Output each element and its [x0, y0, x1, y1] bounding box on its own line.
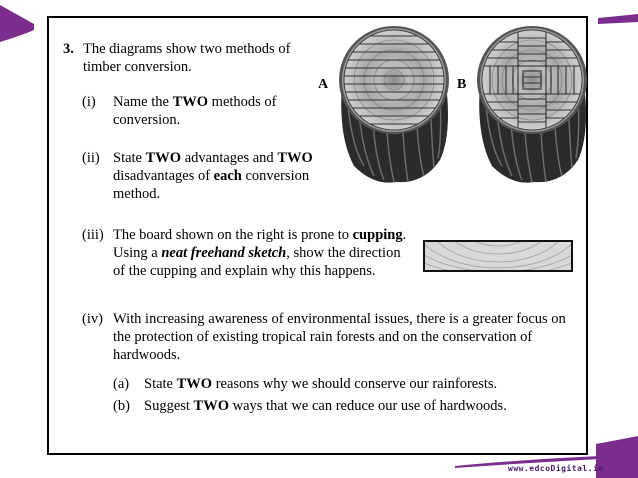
part-iv-a-text: State TWO reasons why we should conserve our rainforests. — [144, 376, 498, 392]
top-left-accent-shape — [0, 0, 40, 44]
top-right-accent-shape — [598, 12, 638, 26]
part-iii-line-3: of the cupping and explain why this happens. — [113, 263, 376, 279]
diagram-b-label: B — [457, 77, 467, 92]
part-iv-b-letter: (b) — [113, 398, 130, 414]
part-iv-line-3: hardwoods. — [113, 347, 181, 363]
website-footer: www.edcoDigital.ie — [508, 464, 604, 473]
intro-line-1: The diagrams show two methods of — [83, 41, 291, 57]
part-iii-numeral: (iii) — [82, 227, 104, 243]
part-i-line-2: conversion. — [113, 112, 181, 128]
part-iv-line-2: the protection of existing tropical rain forests and on the conservation of — [113, 329, 533, 345]
part-iv-a-letter: (a) — [113, 376, 130, 392]
part-iv-b-text: Suggest TWO ways that we can reduce our use of hardwoods. — [144, 398, 507, 414]
diagram-a-label: A — [318, 77, 329, 92]
part-ii-numeral: (ii) — [82, 150, 100, 166]
part-i-line-1: Name the TWO methods of — [113, 94, 277, 110]
part-iii-line-1: The board shown on the right is prone to cupping. — [113, 227, 407, 243]
intro-line-2: timber conversion. — [83, 59, 192, 75]
question-number: 3. — [63, 41, 74, 57]
log-diagram-a-through-and-through — [334, 26, 459, 184]
part-ii-line-2: disadvantages of each conversion — [113, 168, 310, 184]
part-ii-line-3: method. — [113, 186, 161, 202]
part-iii-line-2: Using a neat freehand sketch, show the direction — [113, 245, 401, 261]
part-ii-line-1: State TWO advantages and TWO — [113, 150, 313, 166]
log-diagram-b-quarter-sawn — [472, 26, 597, 184]
part-i-numeral: (i) — [82, 94, 96, 110]
part-iv-line-1: With increasing awareness of environmental issues, there is a greater focus on — [113, 311, 566, 327]
part-iv-numeral: (iv) — [82, 311, 103, 327]
board-end-grain-diagram — [423, 240, 573, 272]
